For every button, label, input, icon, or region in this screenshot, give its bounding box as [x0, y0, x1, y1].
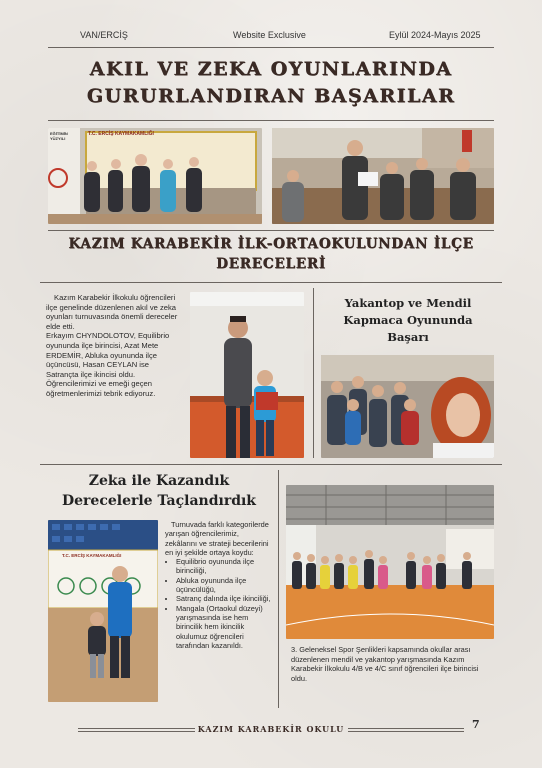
zeka-heading: [48, 471, 270, 511]
zeka-achievements-list: [165, 557, 273, 650]
yakantop-heading-line3: Başarı: [387, 330, 429, 344]
column-divider: [313, 288, 314, 458]
section-rule-top: [48, 230, 494, 231]
photo-award-group: [48, 128, 262, 224]
main-title-line1: AKIL VE ZEKA OYUNLARINDA: [89, 58, 453, 80]
photo-yakantop-team: [321, 355, 494, 458]
intro-p1: Kazım Karabekir İlkokulu öğrencileri ilçe genelinde düzenlenen akıl ve zeka oyunları turnuvasında önemli dereceler elde etti.: [46, 293, 178, 331]
photo-classroom-event: [272, 128, 494, 224]
footer-rule-right-2: [348, 731, 464, 732]
footer-rule-right: [348, 728, 464, 729]
header-date: Eylül 2024-Mayıs 2025: [389, 30, 481, 40]
photo-zeka-winners: [48, 520, 158, 702]
header-rule: [48, 47, 494, 48]
zeka-intro: Turnuvada farklı kategorilerde yarışan öğrencilerimiz, zekâlarını ve strateji becerilerini en iyi şekilde ortaya koydu:: [165, 520, 269, 557]
photo-sports-hall: [286, 485, 494, 639]
lower-rule: [40, 464, 502, 465]
intro-paragraph: [46, 293, 182, 399]
zeka-item: • Abluka oyununda ilçe üçüncülüğü,: [176, 576, 273, 595]
zeka-item: • Equilibrio oyununda ilçe birinciliği,: [176, 557, 273, 576]
zeka-item: • Mangala (Ortaokul düzeyi) yarışmasında ise hem birincilik hem ikincilik okulumuz öğrencileri tarafından kazanıldı.: [176, 604, 273, 650]
footer-rule-left-2: [78, 731, 195, 732]
photo-side-text: EĞİTİMİN YÜZYILI: [50, 131, 68, 141]
page-number: 7: [472, 718, 480, 731]
section-title-line1: KAZIM KARABEKİR İLK-ORTAOKULUNDAN İLÇE: [68, 236, 474, 252]
yakantop-heading-line1: Yakantop ve Mendil: [344, 296, 472, 310]
header-location: VAN/ERCİŞ: [80, 30, 128, 40]
intro-p3: Öğrencilerimizi ve emeği geçen öğretmenlerimizi tebrik ediyoruz.: [46, 379, 156, 398]
zeka-text: [165, 520, 273, 650]
main-title-line2: GURURLANDIRAN BAŞARILAR: [86, 85, 456, 107]
zeka-heading-line1: Zeka ile Kazandık: [88, 473, 230, 489]
intro-p2: Erkayım CHYNDOLOTOV, Equilibrio oyununda ilçe birincisi, Azat Mete ERDEMİR, Abluka oyununda ilçe üçüncüsü, Hasan CEYLAN ise Satrançta ilçe ikincisi oldu.: [46, 331, 170, 379]
footer-school-name: KAZIM KARABEKİR OKULU: [197, 724, 345, 734]
section-title-line2: DERECELERİ: [216, 256, 326, 272]
photo-teacher-student: [190, 292, 304, 458]
photo-banner-text: T.C. ERCİŞ KAYMAKAMLIĞI: [88, 131, 154, 137]
yakantop-heading: [322, 295, 494, 346]
section-rule-bottom: [40, 282, 502, 283]
lower-column-divider: [278, 470, 279, 708]
zeka-photo-banner: T.C. ERCİŞ KAYMAKAMLIĞI: [62, 553, 122, 558]
header-edition: Website Exclusive: [233, 30, 306, 40]
sports-caption: 3. Geleneksel Spor Şenlikleri kapsamında okullar arası düzenlenen mendil ve yakantop yarışmasında Kazım Karabekir İlkokulu 4/B ve 4/C sınıf öğrencileri ilçe birincisi oldu.: [291, 645, 479, 683]
title-rule: [48, 120, 494, 121]
yakantop-heading-line2: Kapmaca Oyununda: [343, 313, 473, 327]
footer-rule-left: [78, 728, 195, 729]
zeka-heading-line2: Derecelerle Taçlandırdık: [62, 493, 256, 509]
zeka-item: • Satranç dalında ilçe ikinciliği,: [176, 594, 273, 603]
